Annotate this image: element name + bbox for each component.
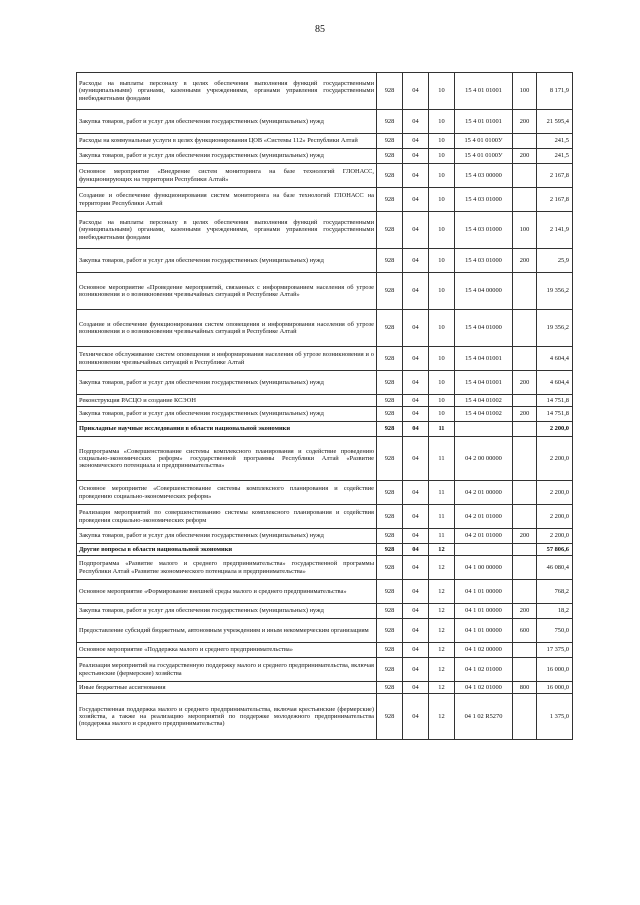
table-cell-target-article (455, 422, 513, 437)
table-cell-amount: 750,0 (537, 619, 573, 643)
table-cell-ministry: 928 (377, 371, 403, 395)
table-cell-ministry: 928 (377, 694, 403, 740)
table-cell-section: 04 (403, 188, 429, 212)
table-cell-subsection: 10 (429, 212, 455, 249)
table-cell-expense-type (513, 273, 537, 310)
table-cell-target-article: 15 4 03 01000 (455, 212, 513, 249)
table-cell-ministry: 928 (377, 73, 403, 110)
table-cell-target-article: 15 4 04 01000 (455, 310, 513, 347)
table-cell-section: 04 (403, 658, 429, 682)
table-cell-amount: 8 171,9 (537, 73, 573, 110)
table-cell-section: 04 (403, 437, 429, 481)
table-cell-section: 04 (403, 604, 429, 619)
table-row (77, 310, 573, 347)
table-cell-amount: 4 604,4 (537, 347, 573, 371)
table-cell-section: 04 (403, 134, 429, 149)
table-cell-section: 04 (403, 212, 429, 249)
table-cell-ministry: 928 (377, 544, 403, 556)
table-row (77, 371, 573, 395)
table-cell-target-article: 04 2 00 00000 (455, 437, 513, 481)
table-cell-expense-type (513, 347, 537, 371)
table-cell-subsection: 11 (429, 505, 455, 529)
table-cell-section: 04 (403, 395, 429, 407)
table-cell-target-article: 04 1 02 R5270 (455, 694, 513, 740)
table-cell-target-article: 04 1 00 00000 (455, 556, 513, 580)
table-cell-amount: 16 000,0 (537, 658, 573, 682)
table-cell-amount: 17 375,0 (537, 643, 573, 658)
table-row (77, 273, 573, 310)
table-cell-section: 04 (403, 347, 429, 371)
table-cell-section: 04 (403, 73, 429, 110)
table-cell-name: Основное мероприятие «Совершенствование системы комплексного планирования и содействие проведению социально-экономических реформ» (77, 481, 377, 505)
table-cell-expense-type (513, 437, 537, 481)
table-cell-target-article: 15 4 03 01000 (455, 249, 513, 273)
table-row (77, 212, 573, 249)
table-cell-ministry: 928 (377, 249, 403, 273)
table-cell-section: 04 (403, 580, 429, 604)
table-cell-section: 04 (403, 556, 429, 580)
table-cell-section: 04 (403, 619, 429, 643)
table-cell-amount: 2 141,9 (537, 212, 573, 249)
table-cell-subsection: 12 (429, 604, 455, 619)
table-cell-expense-type (513, 580, 537, 604)
table-cell-amount: 46 080,4 (537, 556, 573, 580)
table-cell-target-article: 15 4 01 0100У (455, 149, 513, 164)
table-cell-ministry: 928 (377, 643, 403, 658)
table-row (77, 505, 573, 529)
table-cell-name: Закупка товаров, работ и услуг для обеспечения государственных (муниципальных) нужд (77, 529, 377, 544)
table-row (77, 694, 573, 740)
table-cell-name: Закупка товаров, работ и услуг для обеспечения государственных (муниципальных) нужд (77, 149, 377, 164)
table-cell-name: Расходы на выплаты персоналу в целях обеспечения выполнения функций государственными (муниципальными) органами, казенными учреждениями, органами управления государственными внебюджетными фондами (77, 212, 377, 249)
table-cell-amount: 241,5 (537, 149, 573, 164)
table-cell-ministry: 928 (377, 149, 403, 164)
table-cell-subsection: 10 (429, 164, 455, 188)
table-row (77, 658, 573, 682)
table-cell-section: 04 (403, 643, 429, 658)
table-cell-amount: 2 200,0 (537, 505, 573, 529)
table-cell-section: 04 (403, 164, 429, 188)
table-cell-section: 04 (403, 682, 429, 694)
table-cell-name: Основное мероприятие «Внедрение систем мониторинга на базе технологий ГЛОНАСС, функционирующих на территории Республики Алтай» (77, 164, 377, 188)
table-cell-expense-type (513, 481, 537, 505)
table-row (77, 395, 573, 407)
table-cell-name: Подпрограмма «Совершенствование системы комплексного планирования и содействие проведению социально-экономических реформ» государственной программы Республики Алтай «Развитие экономического потенциала и предпринимательства» (77, 437, 377, 481)
budget-table-body (77, 73, 573, 740)
table-cell-section: 04 (403, 273, 429, 310)
table-cell-expense-type (513, 422, 537, 437)
table-cell-target-article: 15 4 01 01001 (455, 110, 513, 134)
table-cell-target-article: 15 4 04 01002 (455, 407, 513, 422)
table-cell-amount: 1 375,0 (537, 694, 573, 740)
table-cell-name: Расходы на коммунальные услуги в целях функционирования ЦОВ «Системы 112» Республики Алтай (77, 134, 377, 149)
table-cell-subsection: 10 (429, 134, 455, 149)
table-cell-amount: 14 751,8 (537, 395, 573, 407)
table-cell-ministry: 928 (377, 580, 403, 604)
table-cell-target-article: 04 1 01 00000 (455, 580, 513, 604)
table-cell-name: Реализация мероприятий на государственную поддержку малого и среднего предпринимательства, включая крестьянские (фермерские) хозяйства (77, 658, 377, 682)
table-cell-amount: 2 200,0 (537, 422, 573, 437)
table-cell-ministry: 928 (377, 422, 403, 437)
table-cell-target-article: 15 4 04 01002 (455, 395, 513, 407)
table-cell-expense-type: 600 (513, 619, 537, 643)
table-cell-name: Закупка товаров, работ и услуг для обеспечения государственных (муниципальных) нужд (77, 371, 377, 395)
table-cell-ministry: 928 (377, 164, 403, 188)
table-cell-subsection: 10 (429, 149, 455, 164)
table-cell-section: 04 (403, 371, 429, 395)
table-cell-subsection: 12 (429, 643, 455, 658)
table-cell-target-article: 04 1 01 00000 (455, 619, 513, 643)
table-cell-name: Основное мероприятие «Проведение мероприятий, связанных с информированием населения об угрозе возникновения и о возникновении чрезвычайных ситуаций в Республике Алтай» (77, 273, 377, 310)
table-cell-expense-type: 200 (513, 529, 537, 544)
table-cell-expense-type (513, 310, 537, 347)
table-cell-amount: 57 806,6 (537, 544, 573, 556)
table-row (77, 481, 573, 505)
table-cell-target-article: 15 4 04 01001 (455, 371, 513, 395)
table-cell-section: 04 (403, 110, 429, 134)
table-cell-amount: 2 200,0 (537, 437, 573, 481)
table-cell-section: 04 (403, 544, 429, 556)
table-cell-section: 04 (403, 529, 429, 544)
table-cell-amount: 241,5 (537, 134, 573, 149)
table-cell-name: Прикладные научные исследования в области национальной экономики (77, 422, 377, 437)
table-cell-ministry: 928 (377, 481, 403, 505)
table-cell-amount: 19 356,2 (537, 273, 573, 310)
table-cell-subsection: 12 (429, 619, 455, 643)
table-cell-section: 04 (403, 694, 429, 740)
table-cell-section: 04 (403, 149, 429, 164)
table-cell-subsection: 11 (429, 529, 455, 544)
table-cell-ministry: 928 (377, 347, 403, 371)
table-cell-name: Расходы на выплаты персоналу в целях обеспечения выполнения функций государственными (муниципальными) органами, казенными учреждениями, органами управления государственными внебюджетными фондами (77, 73, 377, 110)
table-cell-subsection: 10 (429, 310, 455, 347)
table-cell-name: Закупка товаров, работ и услуг для обеспечения государственных (муниципальных) нужд (77, 249, 377, 273)
table-cell-expense-type (513, 556, 537, 580)
table-cell-amount: 2 200,0 (537, 481, 573, 505)
table-row (77, 347, 573, 371)
table-cell-subsection: 10 (429, 73, 455, 110)
table-cell-name: Иные бюджетные ассигнования (77, 682, 377, 694)
table-cell-expense-type (513, 188, 537, 212)
table-cell-subsection: 11 (429, 437, 455, 481)
table-cell-target-article: 15 4 04 00000 (455, 273, 513, 310)
table-row (77, 422, 573, 437)
table-cell-subsection: 10 (429, 371, 455, 395)
table-row (77, 580, 573, 604)
table-cell-target-article: 15 4 03 01000 (455, 188, 513, 212)
table-cell-target-article: 04 2 01 00000 (455, 481, 513, 505)
table-cell-amount: 21 595,4 (537, 110, 573, 134)
table-row (77, 556, 573, 580)
table-cell-subsection: 10 (429, 407, 455, 422)
table-row (77, 164, 573, 188)
table-row (77, 529, 573, 544)
table-row (77, 188, 573, 212)
table-cell-subsection: 12 (429, 556, 455, 580)
table-cell-expense-type: 800 (513, 682, 537, 694)
table-row (77, 643, 573, 658)
table-cell-name: Другие вопросы в области национальной экономики (77, 544, 377, 556)
table-cell-subsection: 10 (429, 110, 455, 134)
table-row (77, 149, 573, 164)
table-cell-ministry: 928 (377, 273, 403, 310)
table-cell-expense-type (513, 395, 537, 407)
table-cell-ministry: 928 (377, 134, 403, 149)
table-cell-subsection: 10 (429, 273, 455, 310)
table-cell-target-article: 15 4 01 0100У (455, 134, 513, 149)
table-cell-ministry: 928 (377, 110, 403, 134)
table-row (77, 407, 573, 422)
table-cell-target-article: 04 2 01 01000 (455, 529, 513, 544)
budget-table (76, 72, 573, 740)
table-cell-ministry: 928 (377, 188, 403, 212)
table-cell-subsection: 11 (429, 422, 455, 437)
table-row (77, 249, 573, 273)
table-row (77, 110, 573, 134)
table-cell-name: Основное мероприятие «Поддержка малого и среднего предпринимательства» (77, 643, 377, 658)
table-cell-expense-type (513, 658, 537, 682)
table-cell-ministry: 928 (377, 310, 403, 347)
table-cell-expense-type: 200 (513, 249, 537, 273)
table-cell-amount: 14 751,8 (537, 407, 573, 422)
table-cell-subsection: 12 (429, 544, 455, 556)
table-row (77, 134, 573, 149)
table-row (77, 437, 573, 481)
table-cell-target-article: 15 4 01 01001 (455, 73, 513, 110)
table-cell-amount: 2 167,8 (537, 188, 573, 212)
table-cell-subsection: 12 (429, 682, 455, 694)
table-cell-expense-type: 100 (513, 73, 537, 110)
table-cell-section: 04 (403, 310, 429, 347)
table-cell-subsection: 12 (429, 694, 455, 740)
table-cell-ministry: 928 (377, 529, 403, 544)
table-cell-target-article: 15 4 04 01001 (455, 347, 513, 371)
table-cell-name: Реконструкция РАСЦО и создание КСЭОН (77, 395, 377, 407)
table-cell-expense-type: 200 (513, 604, 537, 619)
table-cell-expense-type (513, 544, 537, 556)
table-row (77, 544, 573, 556)
table-cell-expense-type: 200 (513, 110, 537, 134)
table-cell-section: 04 (403, 249, 429, 273)
table-cell-name: Государственная поддержка малого и среднего предпринимательства, включая крестьянские (фермерские) хозяйства, а также на реализацию мероприятий по поддержке молодежного предпринимательства (поддержка малого и среднего предпринимательства) (77, 694, 377, 740)
table-cell-expense-type (513, 505, 537, 529)
table-row (77, 73, 573, 110)
table-cell-amount: 16 000,0 (537, 682, 573, 694)
table-cell-subsection: 10 (429, 395, 455, 407)
table-row (77, 619, 573, 643)
table-cell-ministry: 928 (377, 407, 403, 422)
table-cell-amount: 768,2 (537, 580, 573, 604)
table-cell-amount: 2 200,0 (537, 529, 573, 544)
table-cell-ministry: 928 (377, 604, 403, 619)
table-cell-section: 04 (403, 481, 429, 505)
table-cell-subsection: 11 (429, 481, 455, 505)
table-cell-ministry: 928 (377, 682, 403, 694)
table-cell-target-article: 04 1 02 00000 (455, 643, 513, 658)
table-cell-amount: 25,9 (537, 249, 573, 273)
table-row (77, 682, 573, 694)
table-cell-subsection: 12 (429, 658, 455, 682)
table-cell-target-article: 04 2 01 01000 (455, 505, 513, 529)
table-cell-expense-type (513, 134, 537, 149)
table-cell-name: Техническое обслуживание систем оповещения и информирования населения об угрозе возникновения и о возникновении чрезвычайных ситуаций в Республике Алтай (77, 347, 377, 371)
table-cell-target-article: 04 1 01 00000 (455, 604, 513, 619)
table-cell-name: Закупка товаров, работ и услуг для обеспечения государственных (муниципальных) нужд (77, 407, 377, 422)
table-cell-section: 04 (403, 407, 429, 422)
table-cell-name: Закупка товаров, работ и услуг для обеспечения государственных (муниципальных) нужд (77, 110, 377, 134)
table-cell-amount: 18,2 (537, 604, 573, 619)
table-cell-name: Создание и обеспечение функционирования систем мониторинга на базе технологий ГЛОНАСС на территории Республики Алтай (77, 188, 377, 212)
table-cell-subsection: 12 (429, 580, 455, 604)
table-cell-target-article: 04 1 02 01000 (455, 682, 513, 694)
table-cell-ministry: 928 (377, 619, 403, 643)
table-cell-ministry: 928 (377, 437, 403, 481)
table-cell-expense-type (513, 643, 537, 658)
page-number: 85 (315, 24, 325, 35)
table-cell-expense-type: 200 (513, 407, 537, 422)
table-cell-amount: 4 604,4 (537, 371, 573, 395)
table-cell-name: Основное мероприятие «Формирование внешней среды малого и среднего предпринимательства» (77, 580, 377, 604)
table-cell-subsection: 10 (429, 249, 455, 273)
table-cell-section: 04 (403, 505, 429, 529)
table-cell-target-article (455, 544, 513, 556)
table-cell-ministry: 928 (377, 212, 403, 249)
table-cell-subsection: 10 (429, 347, 455, 371)
table-cell-section: 04 (403, 422, 429, 437)
table-cell-name: Подпрограмма «Развитие малого и среднего предпринимательства» государственной программы Республики Алтай «Развитие экономического потенциала и предпринимательства» (77, 556, 377, 580)
table-cell-name: Создание и обеспечение функционирования систем оповещения и информирования населения об угрозе возникновения и о возникновении чрезвычайных ситуаций в Республике Алтай (77, 310, 377, 347)
table-cell-expense-type (513, 164, 537, 188)
table-cell-ministry: 928 (377, 395, 403, 407)
table-cell-ministry: 928 (377, 556, 403, 580)
table-cell-name: Закупка товаров, работ и услуг для обеспечения государственных (муниципальных) нужд (77, 604, 377, 619)
table-cell-ministry: 928 (377, 505, 403, 529)
table-cell-target-article: 04 1 02 01000 (455, 658, 513, 682)
table-cell-subsection: 10 (429, 188, 455, 212)
table-cell-ministry: 928 (377, 658, 403, 682)
table-cell-expense-type (513, 694, 537, 740)
table-cell-amount: 2 167,8 (537, 164, 573, 188)
table-cell-expense-type: 100 (513, 212, 537, 249)
table-cell-target-article: 15 4 03 00000 (455, 164, 513, 188)
table-cell-expense-type: 200 (513, 371, 537, 395)
table-cell-amount: 19 356,2 (537, 310, 573, 347)
table-cell-name: Предоставление субсидий бюджетным, автономным учреждениям и иным некоммерческим организациям (77, 619, 377, 643)
table-cell-expense-type: 200 (513, 149, 537, 164)
table-row (77, 604, 573, 619)
table-cell-name: Реализация мероприятий по совершенствованию системы комплексного планирования и содействия проведения социально-экономических реформ (77, 505, 377, 529)
